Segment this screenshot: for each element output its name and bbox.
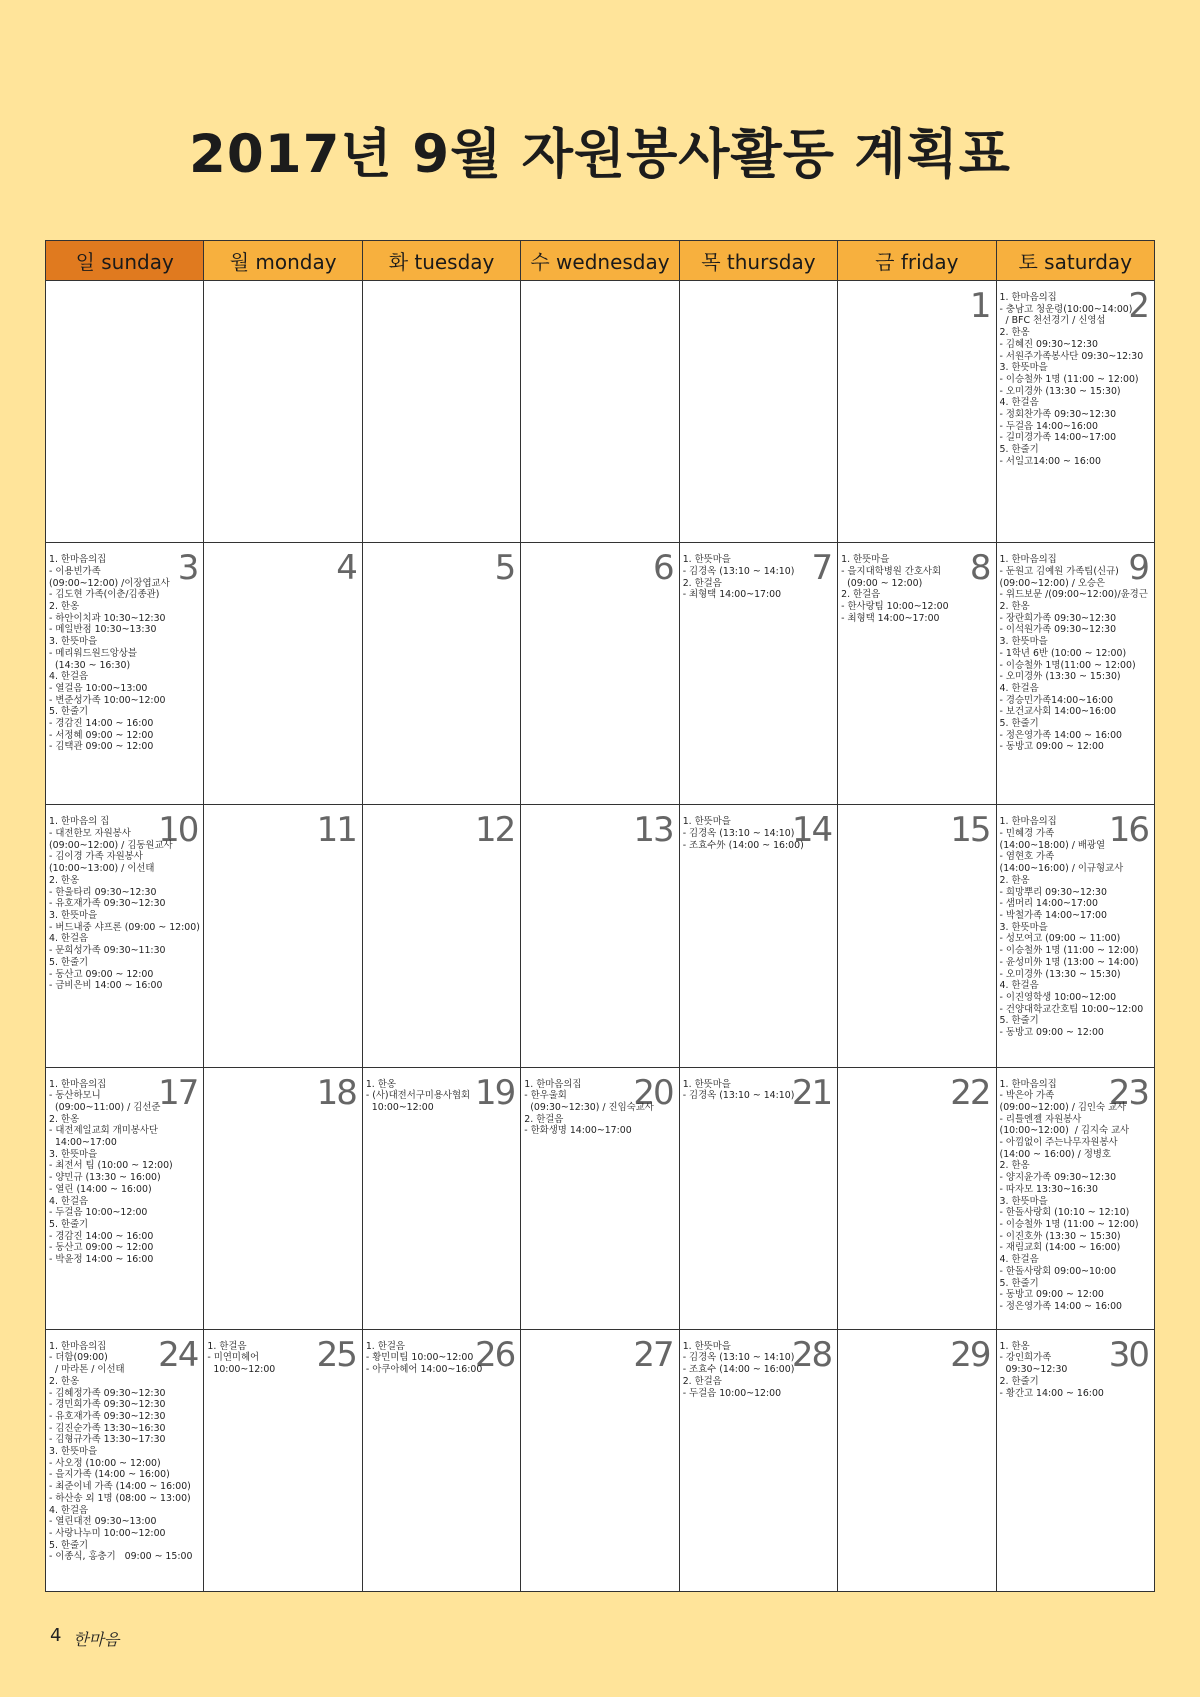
event-line: 3. 한뜻마을 [999, 1195, 1048, 1207]
week-row [46, 1067, 1155, 1329]
event-line: 2. 한옹 [999, 1160, 1030, 1172]
event-line: - 윤성미外 1명 (13:00 ~ 14:00) [999, 956, 1139, 968]
event-line: - 금비은비 14:00 ~ 16:00 [49, 980, 163, 992]
event-line: - 두걸음 10:00~12:00 [682, 1387, 782, 1399]
weekday-header-row [46, 241, 1155, 281]
event-line: 3. 한뜻마을 [49, 910, 98, 921]
event-line: 3. 한뜻마을 [49, 1148, 98, 1160]
event-line: 4. 한걸음 [999, 397, 1039, 409]
event-line: - 김경옥 (13:10 ~ 14:10) [682, 1090, 795, 1102]
event-line: - 최전서 팀 (10:00 ~ 12:00) [49, 1160, 173, 1172]
event-line: / 마라톤 / 이선태 [49, 1364, 125, 1376]
event-line: - 오미경外 (13:30 ~ 15:30) [999, 385, 1121, 397]
day-cell [362, 1067, 520, 1329]
day-cell [838, 281, 996, 543]
day-cell [46, 1067, 204, 1329]
event-line: - 리틀엔젤 자원봉사 [999, 1113, 1082, 1125]
event-line: 1. 한마음의집 [49, 1340, 107, 1352]
week-row [46, 1329, 1155, 1591]
event-line: - 김택관 09:00 ~ 12:00 [49, 741, 154, 753]
event-line: - 강인희가족 [999, 1352, 1052, 1364]
day-cell [521, 1067, 679, 1329]
event-line: 10:00~12:00 [365, 1101, 434, 1113]
day-cell [996, 281, 1154, 543]
event-line: - 경감진 14:00 ~ 16:00 [49, 718, 154, 730]
event-line: - 민혜경 가족 [999, 828, 1055, 840]
event-line: 5. 한줄기 [999, 1015, 1039, 1027]
day-number: 6 [653, 548, 673, 589]
event-list [1000, 1341, 1152, 1400]
day-cell [521, 805, 679, 1067]
event-line: 1. 한뜻마을 [841, 554, 890, 566]
event-list [366, 1079, 518, 1114]
event-line: - 한화생명 14:00~17:00 [524, 1125, 632, 1137]
event-line: 2. 한걸음 [524, 1113, 564, 1125]
day-cell [46, 805, 204, 1067]
day-cell [46, 281, 204, 543]
event-line: 2. 한걸음 [841, 589, 881, 601]
day-cell [996, 805, 1154, 1067]
day-cell [679, 805, 837, 1067]
event-line: 2. 한걸음 [682, 1375, 722, 1387]
event-line: 5. 한줄기 [49, 706, 89, 718]
event-line: - 황간고 14:00 ~ 16:00 [999, 1387, 1104, 1399]
event-line: - 황민미팀 10:00~12:00 [365, 1352, 474, 1364]
event-list [683, 1341, 835, 1400]
event-line: 3. 한뜻마을 [49, 636, 98, 648]
event-line: - 경민희가족 09:30~12:30 [49, 1399, 166, 1411]
day-cell [362, 543, 520, 805]
event-line: - 동방고 09:00 ~ 12:00 [999, 741, 1104, 753]
event-line: 4. 한걸음 [999, 980, 1039, 992]
event-line: - 조효수 (14:00 ~ 16:00) [682, 1364, 795, 1376]
day-number: 12 [475, 810, 515, 851]
event-line: 1. 한옹 [999, 1340, 1030, 1352]
event-line: - 재림교회 (14:00 ~ 16:00) [999, 1242, 1121, 1254]
day-cell [679, 1329, 837, 1591]
event-line: - 사오정 (10:00 ~ 12:00) [49, 1457, 161, 1469]
day-number: 2 [1128, 286, 1148, 326]
event-line: - 을지가족 (14:00 ~ 16:00) [49, 1469, 170, 1481]
event-line: 4. 한걸음 [999, 682, 1039, 694]
day-number: 8 [969, 548, 990, 589]
event-line: - 한사랑팀 10:00~12:00 [841, 601, 949, 612]
event-line: 5. 한줄기 [999, 444, 1039, 456]
week-row [46, 543, 1155, 805]
event-line: - 최형택 14:00~17:00 [682, 589, 782, 601]
day-number: 10 [158, 810, 198, 851]
day-cell [679, 281, 837, 543]
event-line: - 김이경 가족 자원봉사 [49, 851, 143, 863]
day-cell [996, 1329, 1154, 1591]
event-line: - 김경옥 (13:10 ~ 14:10) [682, 1352, 795, 1364]
event-line: - 열린 (14:00 ~ 16:00) [49, 1183, 152, 1195]
event-line: - 김혜진 09:30~12:30 [999, 338, 1098, 350]
day-number: 27 [633, 1334, 673, 1375]
event-list [49, 1079, 201, 1266]
event-line: - 하산송 외 1명 (08:00 ~ 13:00) [49, 1492, 191, 1504]
day-cell [204, 543, 362, 805]
day-number: 16 [1108, 810, 1148, 851]
event-line: 5. 한줄기 [999, 1277, 1039, 1289]
event-line: - 김형규가족 13:30~17:30 [49, 1434, 166, 1446]
day-cell [362, 805, 520, 1067]
event-line: - 희망뿌리 09:30~12:30 [999, 886, 1107, 898]
event-line: 5. 한줄기 [49, 956, 89, 968]
event-line: 1. 한마음의집 [999, 292, 1057, 303]
event-line: 4. 한걸음 [49, 1195, 89, 1207]
event-line: (14:30 ~ 16:30) [49, 659, 131, 671]
day-cell [679, 543, 837, 805]
event-list [1000, 816, 1152, 1038]
event-line: - 하안이치과 10:30~12:30 [49, 612, 166, 624]
event-line: (14:00 ~ 16:00) / 정병호 [999, 1148, 1111, 1160]
event-line: 3. 한뜻마을 [999, 636, 1048, 648]
day-number: 28 [791, 1334, 832, 1375]
event-line: - 한우울회 [524, 1090, 567, 1102]
event-line: - 동방고 09:00 ~ 12:00 [999, 1027, 1104, 1039]
weekday-header: 토 saturday [996, 241, 1154, 281]
day-number: 14 [791, 810, 832, 851]
event-line: 2. 한옹 [999, 601, 1030, 612]
day-cell [204, 1329, 362, 1591]
event-line: 10:00~12:00 [207, 1364, 276, 1376]
event-list [841, 554, 993, 624]
page-number: 4 [50, 1625, 62, 1646]
day-number: 17 [158, 1072, 198, 1113]
event-line: 2. 한걸음 [682, 577, 722, 589]
event-line: (10:00~12:00) / 김지숙 교사 [999, 1125, 1130, 1137]
event-line: - 성모여고 (09:00 ~ 11:00) [999, 933, 1121, 945]
event-line: (09:00~12:00) / 김인숙 교사 [999, 1101, 1127, 1113]
event-line: 1. 한마음의집 [999, 816, 1057, 828]
event-line: - 이종식, 홍충기 09:00 ~ 15:00 [49, 1551, 193, 1563]
day-number: 13 [633, 810, 673, 851]
event-line: - 서정혜 09:00 ~ 12:00 [49, 729, 154, 741]
event-line: - 유호재가족 09:30~12:30 [49, 898, 166, 910]
event-line: 1. 한옹 [365, 1078, 396, 1090]
event-line: - 김도현 가족(이춘/김종관) [49, 589, 160, 601]
event-line: - 박은아 가족 [999, 1090, 1055, 1102]
event-line: - 박철가족 14:00~17:00 [999, 910, 1107, 921]
event-line: 2. 한옹 [49, 1113, 80, 1125]
event-line: - 대전한모 자원봉사 [49, 828, 131, 840]
day-number: 24 [158, 1334, 198, 1375]
event-line: - 경승민가족14:00~16:00 [999, 694, 1114, 706]
event-line: (09:00~12:00) / 오승은 [999, 577, 1106, 589]
weekday-header: 수 wednesday [521, 241, 679, 281]
day-cell [204, 281, 362, 543]
event-line: - 보건교사회 14:00~16:00 [999, 706, 1117, 718]
event-line: - 열린대전 09:30~13:00 [49, 1516, 157, 1528]
event-list [683, 554, 835, 601]
week-row [46, 281, 1155, 543]
event-line: 1. 한마음의집 [999, 1078, 1057, 1090]
event-line: 1. 한마음의집 [524, 1078, 582, 1090]
event-line: - 김경옥 (13:10 ~ 14:10) [682, 828, 795, 840]
day-number: 19 [475, 1072, 515, 1113]
event-line: - 오미경外 (13:30 ~ 15:30) [999, 968, 1121, 980]
event-line: 2. 한옹 [49, 601, 80, 612]
event-line: (09:30~12:30) / 진임숙교사 [524, 1101, 654, 1113]
day-number: 3 [177, 548, 198, 589]
event-line: 1. 한뜻마을 [682, 1078, 731, 1090]
calendar-table [45, 240, 1155, 1592]
day-number: 22 [950, 1072, 990, 1113]
event-line: - 사랑나누미 10:00~12:00 [49, 1528, 166, 1539]
weekday-header: 금 friday [838, 241, 996, 281]
day-cell [838, 1329, 996, 1591]
event-line: 09:30~12:30 [999, 1364, 1068, 1376]
event-line: - 김혜정가족 09:30~12:30 [49, 1387, 166, 1399]
day-cell [46, 1329, 204, 1591]
event-line: - 박윤정 14:00 ~ 16:00 [49, 1254, 154, 1266]
event-list [683, 816, 835, 851]
event-line: 5. 한줄기 [49, 1219, 89, 1230]
event-line: - 이승철外 1명 (11:00 ~ 12:00) [999, 945, 1139, 957]
event-line: - 을지대학병원 간호사회 [841, 565, 942, 577]
day-cell [996, 543, 1154, 805]
event-line: (09:00~12:00) /이장엽교사 [49, 577, 170, 589]
weekday-header: 목 thursday [679, 241, 837, 281]
weekday-header: 월 monday [204, 241, 362, 281]
event-list [1000, 1079, 1152, 1313]
event-list [49, 816, 201, 992]
event-line: - 더함(09:00) [49, 1352, 108, 1364]
event-line: (14:00~18:00) / 배광열 [999, 839, 1106, 851]
day-cell [46, 543, 204, 805]
event-list [1000, 554, 1152, 753]
publication-logo: 한마음 [73, 1630, 120, 1649]
event-line: - 이승철外 1명 (11:00 ~ 12:00) [999, 1219, 1139, 1230]
event-line: 4. 한걸음 [999, 1254, 1039, 1266]
event-line: - 장란희가족 09:30~12:30 [999, 612, 1117, 624]
event-line: 4. 한걸음 [49, 671, 89, 683]
day-cell [996, 1067, 1154, 1329]
event-line: - 이진호外 (13:30 ~ 15:30) [999, 1230, 1121, 1242]
day-number: 7 [811, 548, 832, 589]
day-number: 23 [1108, 1072, 1148, 1113]
event-line: - 건양대학교간호팀 10:00~12:00 [999, 1003, 1144, 1015]
event-line: 1. 한마음의집 [999, 554, 1057, 566]
weekday-header: 화 tuesday [362, 241, 520, 281]
event-line: 1. 한마음의집 [49, 554, 107, 566]
day-number: 29 [950, 1334, 990, 1375]
day-number: 18 [316, 1072, 356, 1113]
day-number: 20 [633, 1072, 673, 1113]
event-line: - 이석원가족 09:30~12:30 [999, 624, 1117, 636]
event-line: 2. 한옹 [999, 874, 1030, 886]
day-number: 15 [950, 810, 990, 851]
event-list [366, 1341, 518, 1376]
event-line: - 서일고14:00 ~ 16:00 [999, 455, 1101, 467]
event-line: - 정은영가족 14:00 ~ 16:00 [999, 729, 1123, 741]
event-line: - 동산고 09:00 ~ 12:00 [49, 968, 154, 980]
day-cell [838, 805, 996, 1067]
event-line: (09:00~11:00) / 김선준 [49, 1101, 161, 1113]
event-line: - 변준성가족 10:00~12:00 [49, 694, 166, 706]
event-line: - 한울타리 09:30~12:30 [49, 886, 157, 898]
day-cell [838, 543, 996, 805]
event-line: - 최준이네 가족 (14:00 ~ 16:00) [49, 1481, 191, 1493]
event-line: - 대전제일교회 개미봉사단 [49, 1125, 158, 1137]
event-line: - 오미경外 (13:30 ~ 15:30) [999, 671, 1121, 683]
day-cell [521, 1329, 679, 1591]
event-line: (09:00 ~ 12:00) [841, 577, 923, 589]
event-line: - 길미경가족 14:00~17:00 [999, 432, 1117, 444]
event-line: - 이승철外 1명 (11:00 ~ 12:00) [999, 373, 1139, 385]
event-line: 2. 한옹 [49, 874, 80, 886]
event-line: - 김진순가족 13:30~16:30 [49, 1422, 166, 1434]
event-line: - 두걸음 14:00~16:00 [999, 420, 1098, 432]
event-line: - 이용빈가족 [49, 565, 101, 577]
event-line: - 한돌사랑회 09:00~10:00 [999, 1265, 1117, 1277]
day-cell [521, 281, 679, 543]
event-line: 1. 한걸음 [365, 1340, 405, 1352]
day-number: 4 [336, 548, 356, 589]
event-list [524, 1079, 676, 1138]
event-line: 4. 한걸음 [49, 1504, 89, 1516]
day-number: 5 [494, 548, 515, 589]
event-line: 5. 한줄기 [49, 1539, 89, 1551]
event-list [49, 1341, 201, 1563]
event-line: - 정회찬가족 09:30~12:30 [999, 409, 1117, 421]
event-line: - 아쿠아헤어 14:00~16:00 [365, 1364, 483, 1376]
event-line: - 버드내중 샤프론 (09:00 ~ 12:00) [49, 921, 200, 933]
event-line: 2. 한옹 [999, 327, 1030, 339]
day-cell [204, 1067, 362, 1329]
event-line: - 문희성가족 09:30~11:30 [49, 945, 166, 957]
event-line: - 위드보문 /(09:00~12:00)/윤경근 [999, 589, 1148, 601]
event-line: (14:00~16:00) / 이규형교사 [999, 863, 1124, 875]
event-line: - 서원주가족봉사단 09:30~12:30 [999, 350, 1144, 362]
day-cell [362, 281, 520, 543]
event-line: - 조효수外 (14:00 ~ 16:00) [682, 839, 804, 851]
day-number: 26 [475, 1334, 515, 1375]
day-number: 1 [969, 286, 990, 326]
event-line: - 아낌없이 주는나무자원봉사 [999, 1137, 1118, 1149]
day-cell [362, 1329, 520, 1591]
event-line: 2. 한옹 [49, 1375, 80, 1387]
event-line: - 미연미헤어 [207, 1352, 260, 1364]
event-line: 5. 한줄기 [999, 718, 1039, 730]
day-cell [679, 1067, 837, 1329]
day-cell [521, 543, 679, 805]
event-line: (10:00~13:00) / 이선태 [49, 863, 155, 875]
event-line: - 양민규 (13:30 ~ 16:00) [49, 1172, 161, 1184]
event-list [683, 1079, 835, 1102]
day-number: 25 [316, 1334, 356, 1375]
event-line: - 경감진 14:00 ~ 16:00 [49, 1230, 154, 1242]
event-line: 1. 한마음의집 [49, 1078, 107, 1090]
event-line: - (사)대전서구미용사협회 [365, 1090, 471, 1102]
event-list [207, 1341, 359, 1376]
page-title: 2017년 9월 자원봉사활동 계획표 [189, 124, 1011, 185]
event-line: 3. 한뜻마을 [999, 362, 1048, 374]
event-line: - 샘머리 14:00~17:00 [999, 898, 1098, 910]
event-line: 3. 한뜻마을 [49, 1446, 98, 1458]
event-line: - 메리워드원드앙상블 [49, 647, 137, 659]
day-number: 30 [1108, 1334, 1148, 1375]
event-line: - 동방고 09:00 ~ 12:00 [999, 1289, 1104, 1301]
event-line: - 두걸음 10:00~12:00 [49, 1207, 148, 1219]
event-line: - 열걸음 10:00~13:00 [49, 682, 148, 694]
event-line: - 이승철外 1명(11:00 ~ 12:00) [999, 659, 1136, 671]
event-line: - 동산하모니 [49, 1090, 101, 1102]
event-line: 3. 한뜻마을 [999, 921, 1048, 933]
event-line: - 유호재가족 09:30~12:30 [49, 1410, 166, 1422]
event-line: 4. 한걸음 [49, 933, 89, 945]
day-cell [838, 1067, 996, 1329]
event-line: 1. 한뜻마을 [682, 1340, 731, 1352]
event-line: 1. 한마음의 집 [49, 816, 110, 828]
event-line: - 메일반점 10:30~13:30 [49, 624, 157, 636]
event-line: - 1학년 6반 (10:00 ~ 12:00) [999, 647, 1127, 659]
day-cell [204, 805, 362, 1067]
day-number: 21 [791, 1072, 832, 1113]
event-line: 1. 한걸음 [207, 1340, 247, 1352]
event-line: - 이진영학생 10:00~12:00 [999, 991, 1117, 1003]
weekday-header: 일 sunday [46, 241, 204, 281]
event-line: - 따자모 13:30~16:30 [999, 1183, 1098, 1195]
event-line: - 충남고 청운령(10:00~14:00) [999, 303, 1133, 315]
event-line: 1. 한뜻마을 [682, 816, 731, 828]
event-list [1000, 292, 1152, 468]
event-list [49, 554, 201, 753]
event-line: - 염현호 가족 [999, 851, 1055, 863]
event-line: (09:00~12:00) / 김동원교사 [49, 839, 173, 851]
event-line: 14:00~17:00 [49, 1137, 117, 1149]
event-line: / BFC 천선경기 / 신영섭 [999, 315, 1106, 327]
event-line: 1. 한뜻마을 [682, 554, 731, 566]
event-line: - 김경옥 (13:10 ~ 14:10) [682, 565, 795, 577]
event-line: - 양지윤가족 09:30~12:30 [999, 1172, 1117, 1184]
day-number: 9 [1128, 548, 1148, 589]
day-number: 11 [316, 810, 356, 851]
event-line: - 둔원고 김예원 가족팀(신규) [999, 565, 1119, 577]
event-line: - 최형택 14:00~17:00 [841, 612, 940, 624]
week-row [46, 805, 1155, 1067]
event-line: - 정은영가족 14:00 ~ 16:00 [999, 1300, 1123, 1312]
event-line: - 동산고 09:00 ~ 12:00 [49, 1242, 154, 1254]
event-line: 2. 한줄기 [999, 1375, 1039, 1387]
event-line: - 한돌사랑회 (10:10 ~ 12:10) [999, 1207, 1130, 1219]
